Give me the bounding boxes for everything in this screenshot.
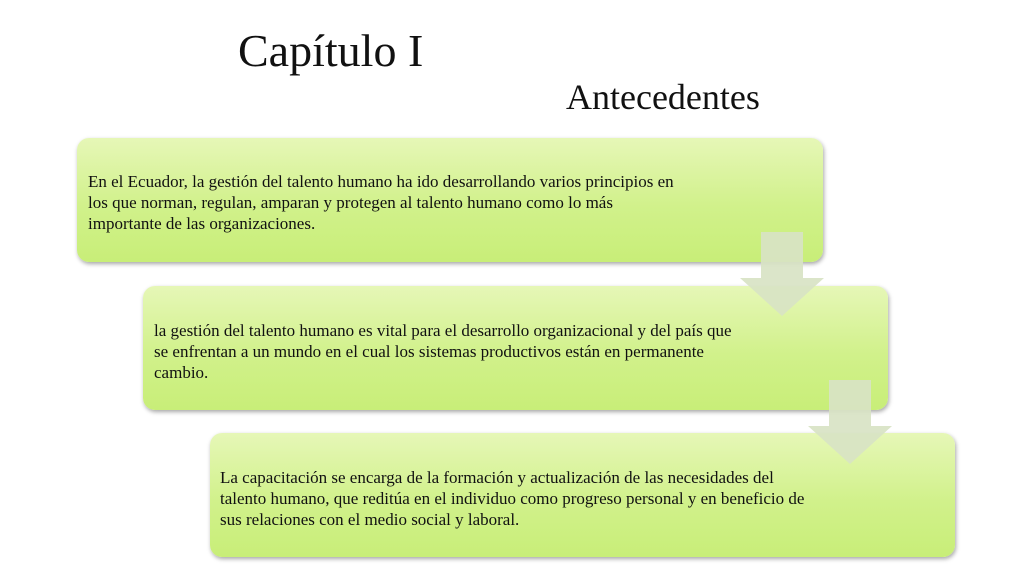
process-step-1 bbox=[77, 138, 823, 262]
down-arrow-icon bbox=[808, 380, 892, 464]
down-arrow-icon bbox=[740, 232, 824, 316]
slide-subtitle: Antecedentes bbox=[566, 77, 760, 117]
process-step-3-text: La capacitación se encarga de la formación y actualización de las necesidades del talento humano, que reditúa en el individuo como progreso personal y en beneficio de sus relaciones con el medio social y laboral. bbox=[220, 468, 805, 529]
process-step-2-text: la gestión del talento humano es vital para el desarrollo organizacional y del país que se enfrentan a un mundo en el cual los sistemas productivos están en permanente cambio. bbox=[154, 321, 732, 382]
process-step-1-text: En el Ecuador, la gestión del talento humano ha ido desarrollando varios principios en los que norman, regulan, amparan y protegen al talento humano como lo más importante de las organizaciones. bbox=[88, 172, 674, 233]
slide-title: Capítulo I bbox=[238, 25, 424, 76]
